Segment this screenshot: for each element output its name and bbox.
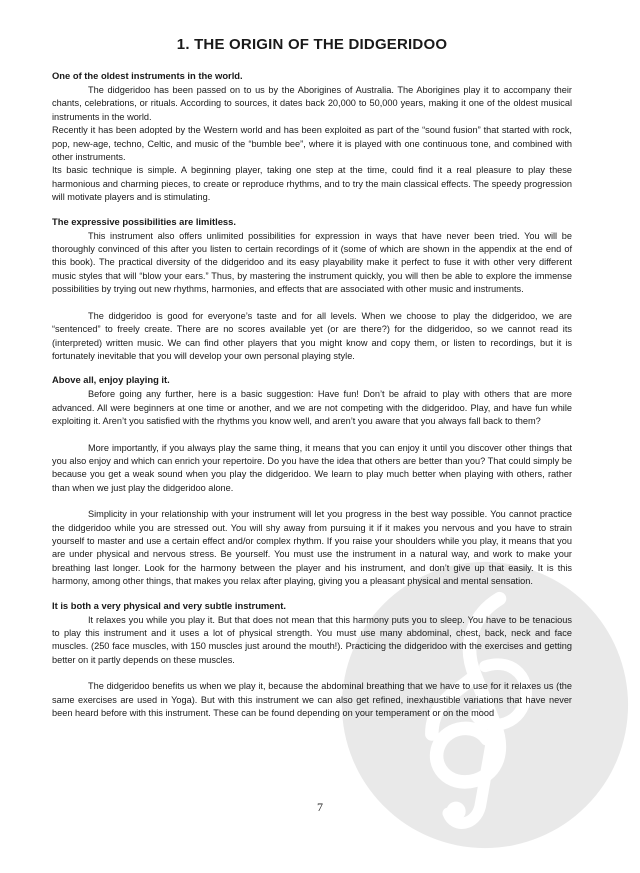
- section-physical-subtle: [52, 599, 572, 721]
- section-oldest-instruments: [52, 69, 572, 205]
- paragraph: More importantly, if you always play the same thing, it means that you can enjoy it until you discover other things that you also enjoy and which can enrich your repertoire. Do you have the idea that others are better than you? That could simply be because you get a weak sound when you play the didgeridoo. We learn to play much better when playing with others, rather than when we just play the didgeridoo alone.: [52, 442, 572, 493]
- page-title: 1. THE ORIGIN OF THE DIDGERIDOO: [176, 36, 448, 53]
- section-heading: Above all, enjoy playing it.: [52, 374, 170, 386]
- paragraph: Recently it has been adopted by the Western world and has been exploited as part of the “sound fusion” that started with rock, pop, new-age, techno, Celtic, and music of the “bumble bee”, where it is played with one continuous tone, and combined with other instruments.: [52, 125, 572, 163]
- section-expressive-possibilities: [52, 215, 572, 364]
- section-enjoy-playing: [52, 373, 572, 588]
- section-heading: One of the oldest instruments in the world.: [52, 70, 243, 81]
- paragraph: The didgeridoo benefits us when we play it, because the abdominal breathing that we have to use for it relaxes us (the same exercises are used in Yoga). But with this instrument we can also get refined, inexhaustible variations that have never been heard before with this instrument. These can be found depending on your temperament or on the mood: [52, 681, 572, 719]
- page-number: 7: [317, 800, 323, 814]
- paragraph: Before going any further, here is a basic suggestion: Have fun! Don’t be afraid to play with others that are more advanced. All were beginners at one time or another, and we are not competing with the didgeridoo. Play, and have fun while exploiting it. Aren’t you satisfied with the rhythms you know well, and aren’t you aware that you always fall back to them?: [52, 389, 572, 427]
- paragraph: Simplicity in your relationship with your instrument will let you progress in the best way possible. You cannot practice the didgeridoo while you are stressed out. You will shy away from pursuing it if it makes you nervous and you have to strain yourself to master and use a certain effect and/or complex rhythm. If you raise your shoulders while you play, it means that you are under physical and nervous stress. Be yourself. You must use the instrument in a natural way, and work to make your breathing last longer. Look for the harmony between the player and his instrument, and don’t give up that easily. It is this harmony, among other things, that makes you relax after playing, giving you a pleasant physical and mental sensation.: [52, 509, 572, 587]
- section-heading: The expressive possibilities are limitless.: [52, 215, 236, 227]
- document-page: [52, 36, 572, 730]
- paragraph: The didgeridoo is good for everyone’s taste and for all levels. When we choose to play the didgeridoo, we are “sentenced” to freely create. There are no scores available yet (or are there?) for the didgeridoo, so we cannot read its (interpreted) written music. We can find other players that you might know and copy them, or listen to recordings, but it is fortunately inevitable that you will develop your own personal playing style.: [52, 310, 572, 361]
- paragraph: This instrument also offers unlimited possibilities for expression in ways that have never been tried. You will be thoroughly convinced of this after you listen to certain recordings of it (some of which are shown in the appendix at the end of this book). The practical diversity of the didgeridoo and its easy playability make it perfect to fuse it with other very different music styles that will “blow your ears.” Thus, by mastering the instrument quickly, you will then be able to explore the immense possibilities by trying out new rhythms, harmonies, and effects that are associated with other music and instruments.: [52, 230, 572, 295]
- paragraph: The didgeridoo has been passed on to us by the Aborigines of Australia. The Aborigines play it to accompany their chants, celebrations, or rituals. According to sources, it dates back 20,000 to 50,000 years, making it one of the oldest musical instruments in the world.: [52, 85, 572, 122]
- paragraph: It relaxes you while you play it. But that does not mean that this harmony puts you to sleep. You have to be tenacious to play this instrument and it uses a lot of physical strength. You must use many abdominal, chest, back, neck and face muscles. (250 face muscles, with 150 muscles just around the mouth!). Practicing the didgeridoo with the exercises and getting better on it partly depends on these muscles.: [52, 614, 572, 665]
- paragraph: Its basic technique is simple. A beginning player, taking one step at the time, could find it a real pleasure to play these harmonious and charming pieces, to create or reproduce rhythms, and to try the main classical effects. The speedy progression will motivate players and is stimulating.: [52, 165, 572, 203]
- section-heading: It is both a very physical and very subtle instrument.: [52, 599, 286, 611]
